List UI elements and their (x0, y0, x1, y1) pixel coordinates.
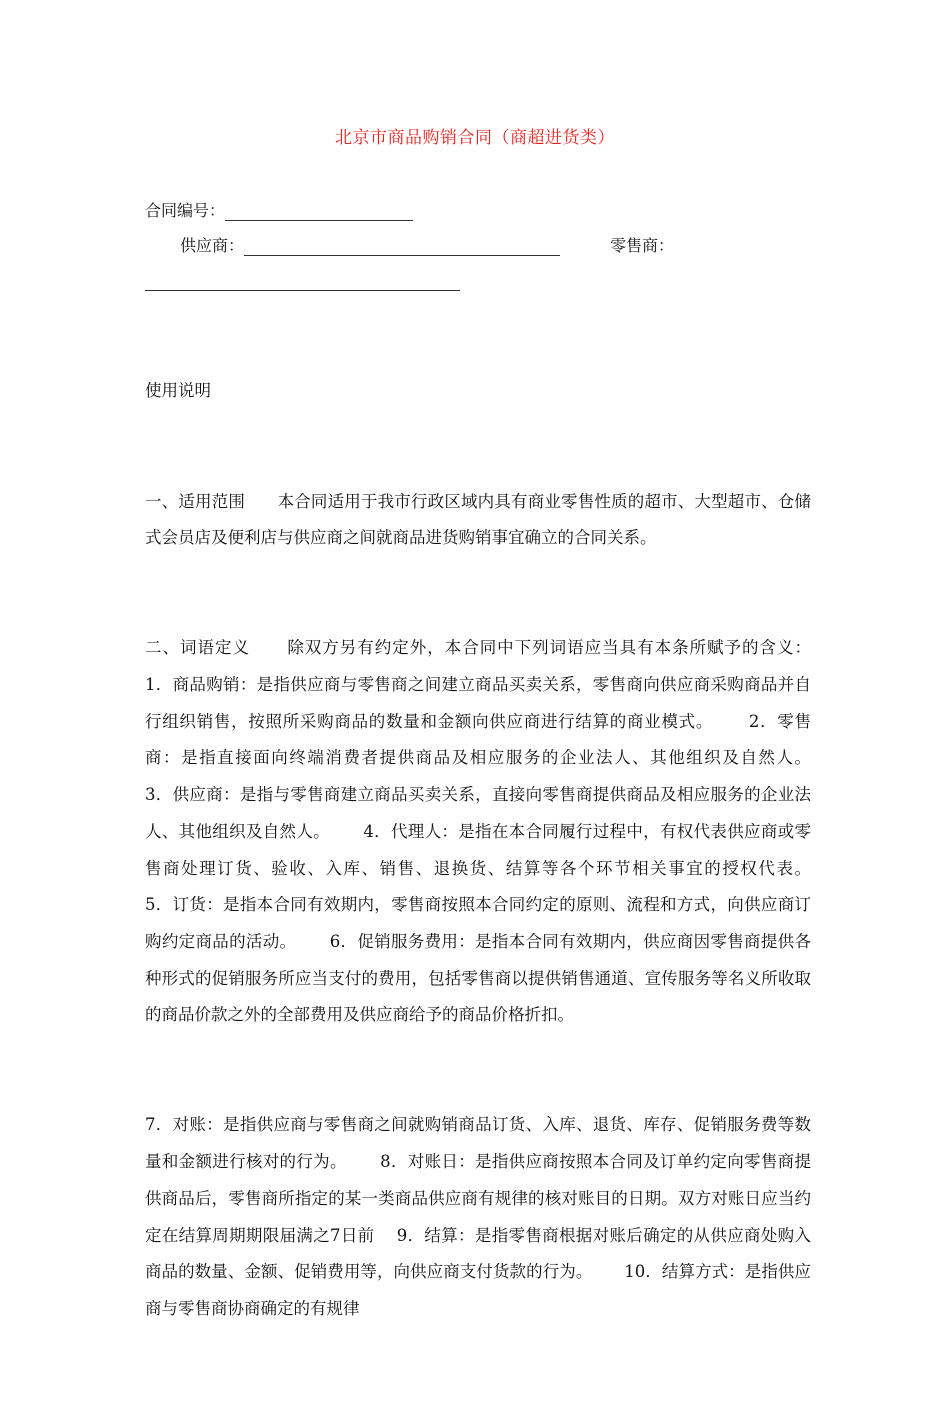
paragraph-definitions: 二、词语定义 除双方另有约定外，本合同中下列词语应当具有本条所赋予的含义： 1．商品购销：是指供应商与零售商之间建立商品买卖关系，零售商向供应商采购商品并自行组织销售，按照所采购商品的数量和金额向供应商进行结算的商业模式。 2．零售商：是指直接面向终端消费者提供商品及相应服务的企业法人、其他组织及自然人。 3．供应商：是指与零售商建立商品买卖关系，直接向零售商提供商品及相应服务的企业法人、其他组织及自然人。 4．代理人：是指在本合同履行过程中，有权代表供应商或零售商处理订货、验收、入库、销售、退换货、结算等各个环节相关事宜的授权代表。 5．订货：是指本合同有效期内，零售商按照本合同约定的原则、流程和方式，向供应商订购约定商品的活动。 6．促销服务费用：是指本合同有效期内，供应商因零售商提供各种形式的促销服务所应当支付的费用，包括零售商以提供销售通道、宣传服务等名义所收取的商品价款之外的全部费用及供应商给予的商品价格折扣。 (145, 638, 843, 1025)
supplier-field (180, 233, 560, 256)
retailer-label: 零售商： (610, 236, 675, 255)
document-body (145, 300, 843, 1401)
supplier-label: 供应商： (180, 236, 245, 255)
contract-number-blank (225, 206, 413, 221)
paragraph-definitions-continued: 7．对账：是指供应商与零售商之间就购销商品订货、入库、退货、库存、促销服务费等数量和金额进行核对的行为。 8．对账日：是指供应商按照本合同及订单约定向零售商提供商品后，零售商所指定的某一类商品供应商有规律的核对账目的日期。双方对账日应当约定在结算周期期限届满之7日前 9．结算：是指零售商根据对账后确定的从供应商处购入商品的数量、金额、促销费用等，向供应商支付货款的行为。 10．结算方式：是指供应商与零售商协商确定的有规律 (145, 1115, 811, 1318)
supplier-blank (244, 241, 560, 256)
document-title: 北京市商品购销合同（商超进货类） (335, 128, 615, 148)
usage-heading: 使用说明 (145, 381, 211, 401)
contract-number-field (145, 198, 413, 221)
contract-number-label: 合同编号： (145, 201, 226, 220)
paragraph-scope: 一、适用范围 本合同适用于我市行政区域内具有商业零售性质的超市、大型超市、仓储式会员店及便利店与供应商之间就商品进货购销事宜确立的合同关系。 (145, 491, 811, 548)
retailer-blank (145, 276, 460, 291)
retailer-field (610, 233, 674, 256)
retailer-blank-line (145, 272, 460, 291)
